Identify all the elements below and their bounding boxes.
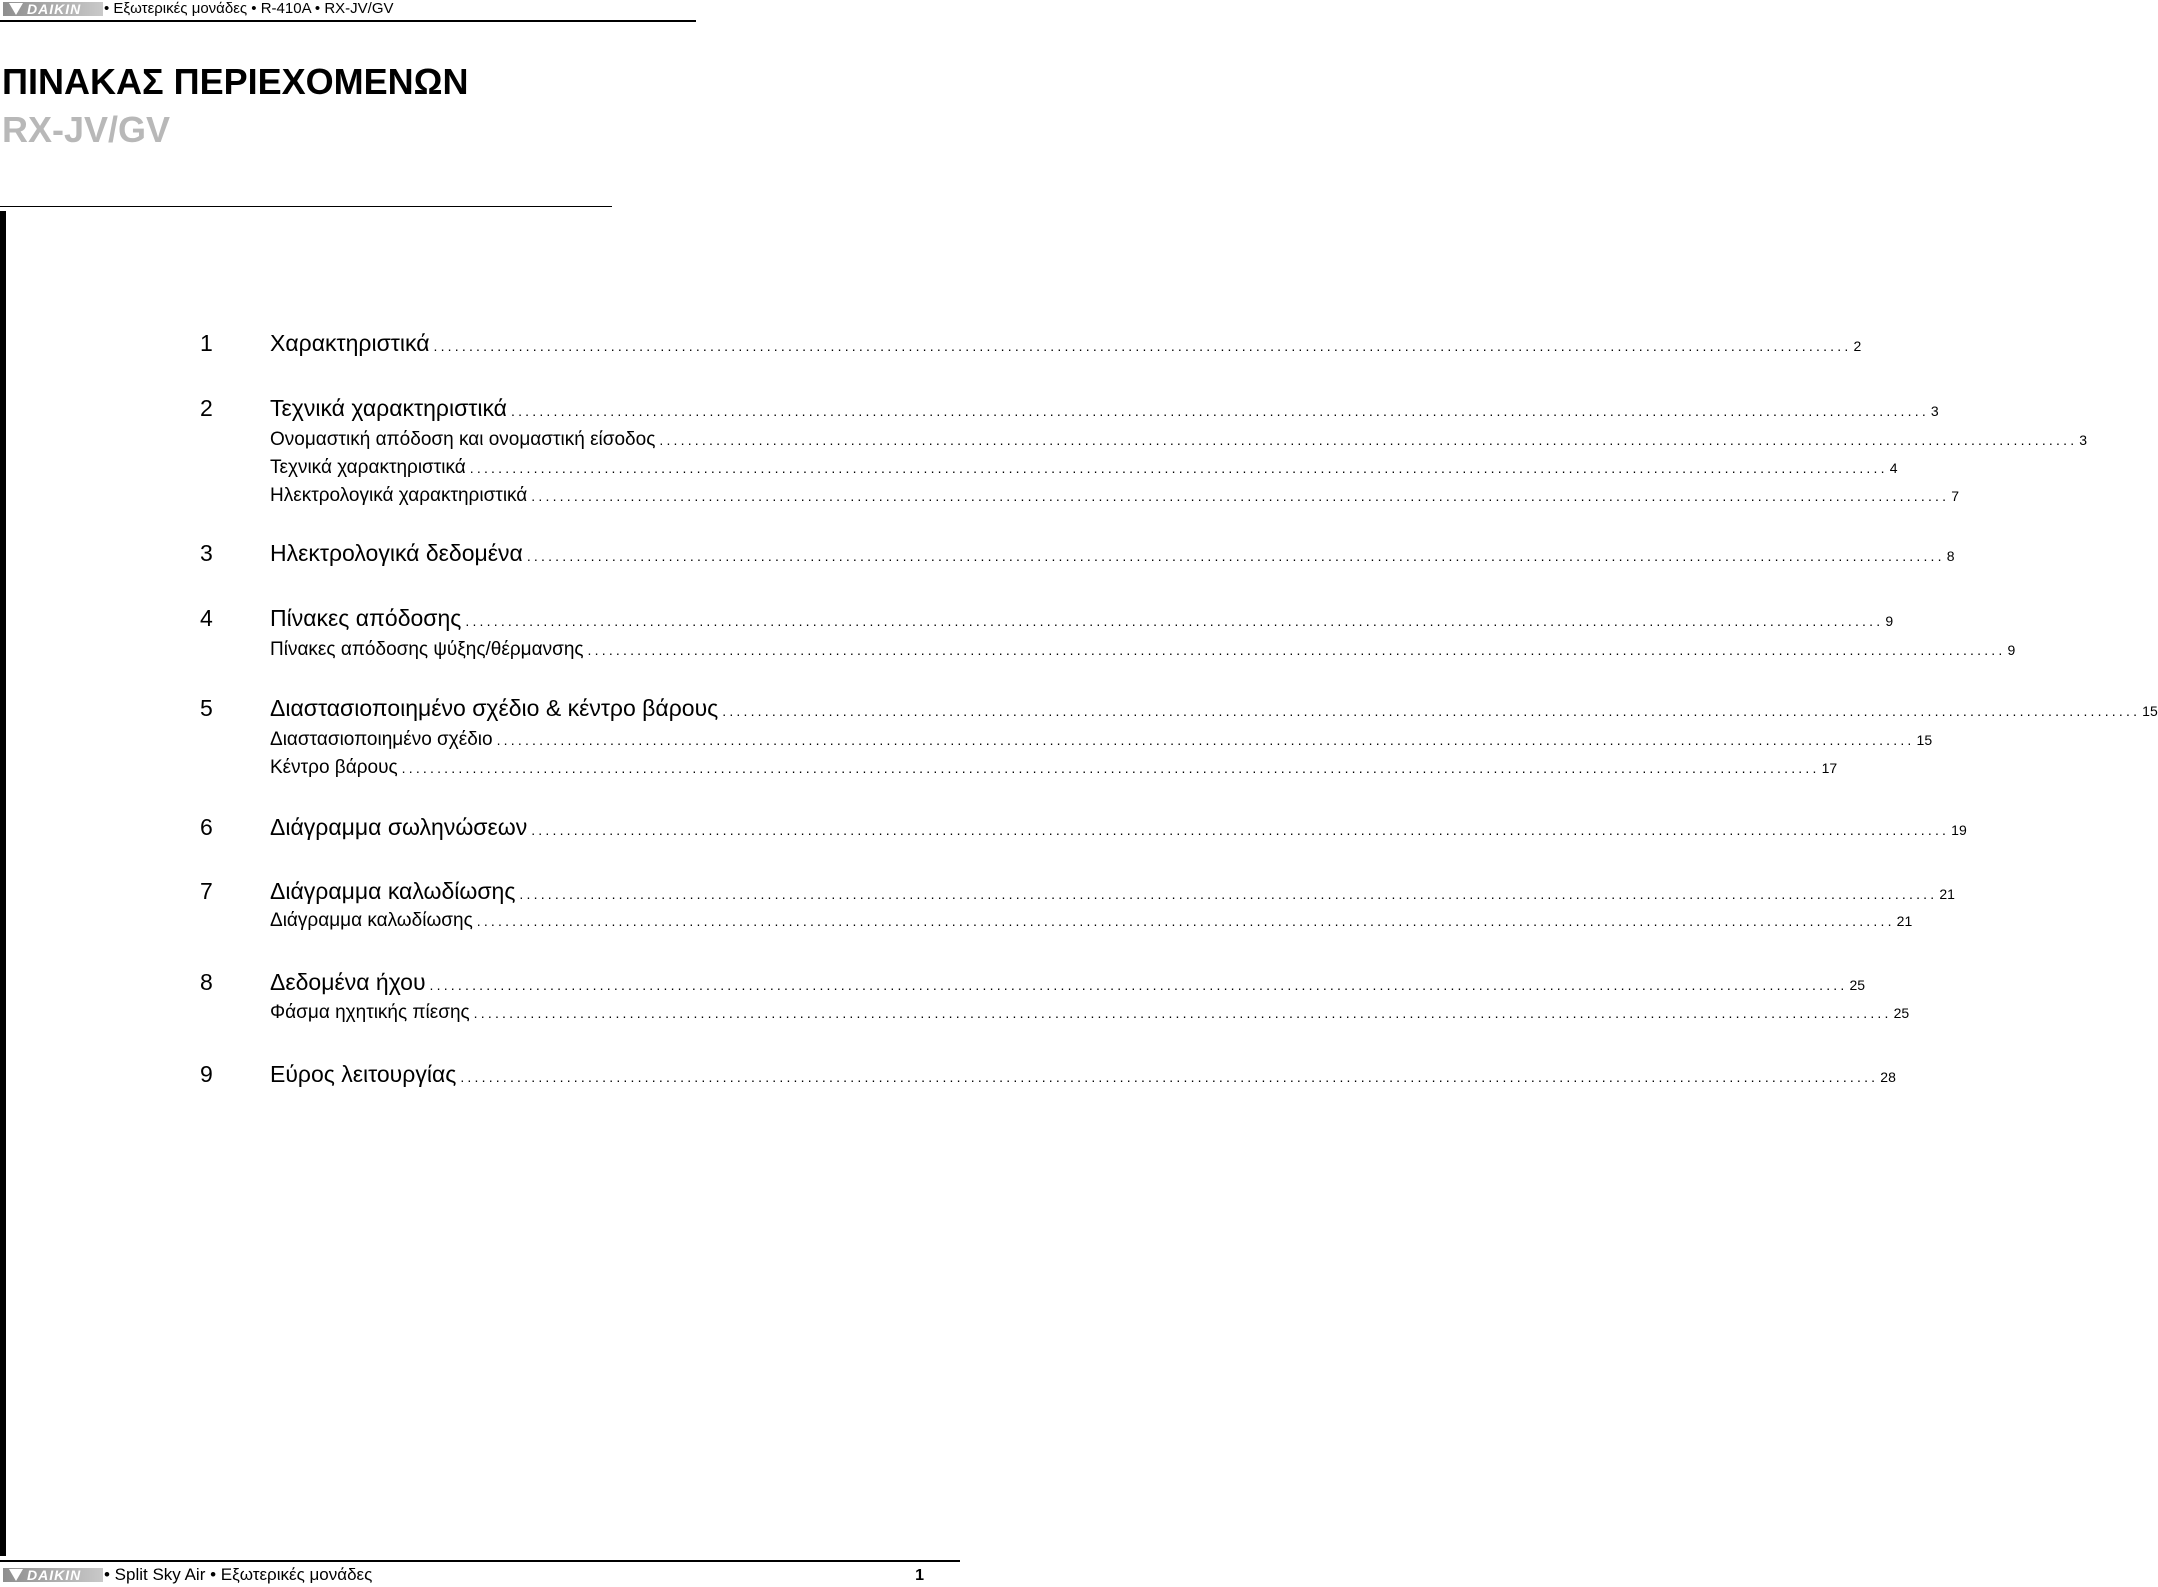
toc-leader-dots: ........................................................................................................................................................................................................	[473, 1005, 1892, 1021]
toc-page-number: 9	[1885, 613, 1894, 629]
toc-subentry[interactable]	[200, 455, 1898, 481]
toc-page-number: 4	[1889, 460, 1898, 476]
toc-leader-dots: ........................................................................................................................................................................................................	[722, 703, 2141, 719]
toc-subentry[interactable]	[200, 637, 2016, 663]
toc-entry-title: Πίνακες απόδοσης ψύξης/θέρμανσης	[270, 639, 584, 660]
toc-entry-title: Φάσμα ηχητικής πίεσης	[270, 1002, 470, 1023]
toc-entry-title: Διαστασιοποιημένο σχέδιο	[270, 729, 493, 750]
toc-page-number: 15	[2142, 703, 2158, 719]
toc-page-number: 21	[1939, 886, 1955, 902]
toc-section-number: 6	[200, 814, 213, 840]
toc-subentry[interactable]	[200, 1000, 1910, 1026]
toc-entry-title: Ηλεκτρολογικά δεδομένα	[270, 540, 523, 566]
toc-subentry[interactable]	[200, 427, 2088, 453]
toc-subentry[interactable]	[200, 483, 1960, 509]
toc-section-number: 4	[200, 605, 213, 631]
toc-entry-title: Ηλεκτρολογικά χαρακτηριστικά	[270, 485, 528, 506]
daikin-logo-text: DAIKIN	[27, 1567, 82, 1583]
toc-leader-dots: ........................................................................................................................................................................................................	[469, 460, 1888, 476]
toc-page-number: 3	[2079, 432, 2088, 448]
toc-page-number: 9	[2007, 642, 2016, 658]
toc-leader-dots: ........................................................................................................................................................................................................	[587, 642, 2006, 658]
title-divider	[0, 206, 612, 207]
toc-leader-dots: ........................................................................................................................................................................................................	[429, 977, 1848, 993]
toc-subentry[interactable]	[200, 727, 1933, 753]
toc-entry-title: Διάγραμμα καλωδίωσης	[270, 910, 473, 931]
toc-page-number: 15	[1916, 732, 1933, 748]
toc-section-number: 5	[200, 695, 213, 721]
toc-subentry[interactable]	[200, 755, 1838, 781]
toc-entry[interactable]	[200, 1059, 1896, 1092]
toc-section-number: 2	[200, 395, 213, 421]
footer-text: • Split Sky Air • Εξωτερικές μονάδες	[104, 1565, 373, 1584]
daikin-logo	[3, 1568, 103, 1582]
toc-entry-title: Δεδομένα ήχου	[270, 969, 426, 995]
toc-section-number: 8	[200, 969, 213, 995]
page-subtitle: RX-JV/GV	[2, 109, 171, 150]
toc-leader-dots: ........................................................................................................................................................................................................	[519, 886, 1938, 902]
footer-page-number: 1	[915, 1567, 924, 1584]
toc-leader-dots: ........................................................................................................................................................................................................	[465, 613, 1884, 629]
toc-entry-title: Πίνακες απόδοσης	[270, 605, 462, 631]
toc-entry-title: Διαστασιοποιημένο σχέδιο & κέντρο βάρους	[270, 695, 719, 721]
toc-leader-dots: ........................................................................................................................................................................................................	[433, 338, 1852, 354]
toc-page-number: 2	[1853, 338, 1862, 354]
header-text: • Εξωτερικές μονάδες • R-410A • RX-JV/GV	[104, 0, 394, 17]
toc-entry[interactable]	[200, 812, 1967, 845]
daikin-logo-mark-icon	[9, 1569, 23, 1581]
page-footer	[0, 1560, 960, 1587]
toc-entry-title: Κέντρο βάρους	[270, 757, 398, 778]
toc-entry-title: Διάγραμμα σωληνώσεων	[270, 814, 528, 840]
toc-leader-dots: ........................................................................................................................................................................................................	[496, 732, 1915, 748]
toc-leader-dots: ........................................................................................................................................................................................................	[526, 548, 1945, 564]
toc-page-number: 7	[1951, 488, 1960, 504]
page-title: ΠΙΝΑΚΑΣ ΠΕΡΙΕΧΟΜΕΝΩΝ	[2, 61, 469, 102]
toc-page-number: 3	[1930, 403, 1939, 419]
toc-leader-dots: ........................................................................................................................................................................................................	[401, 760, 1820, 776]
toc-section-number: 7	[200, 878, 213, 904]
toc-page-number: 19	[1951, 822, 1967, 838]
toc-entry-title: Διάγραμμα καλωδίωσης	[270, 878, 516, 904]
page-header	[0, 0, 696, 22]
daikin-logo-text: DAIKIN	[27, 1, 82, 17]
toc-leader-dots: ........................................................................................................................................................................................................	[460, 1069, 1879, 1085]
toc-entry[interactable]	[200, 693, 2158, 726]
toc-leader-dots: ........................................................................................................................................................................................................	[531, 822, 1950, 838]
toc-page-number: 25	[1893, 1005, 1910, 1021]
toc-entry[interactable]	[200, 876, 1955, 909]
toc-section-number: 9	[200, 1061, 213, 1087]
toc-entry[interactable]	[200, 967, 1866, 1000]
toc-page-number: 28	[1880, 1069, 1896, 1085]
toc-section-number: 1	[200, 330, 213, 356]
toc-entry-title: Τεχνικά χαρακτηριστικά	[270, 457, 466, 478]
toc-entry[interactable]	[200, 603, 1894, 636]
toc-leader-dots: ........................................................................................................................................................................................................	[659, 432, 2078, 448]
toc-entry[interactable]	[200, 538, 1955, 571]
toc-page-number: 21	[1896, 913, 1913, 929]
toc-entry-title: Εύρος λειτουργίας	[270, 1061, 457, 1087]
toc-section-number: 3	[200, 540, 213, 566]
toc-page-number: 8	[1946, 548, 1955, 564]
toc-subentry[interactable]	[200, 908, 1913, 934]
toc-leader-dots: ........................................................................................................................................................................................................	[531, 488, 1950, 504]
toc-page-number: 25	[1849, 977, 1866, 993]
toc-entry[interactable]	[200, 328, 1862, 361]
toc-leader-dots: ........................................................................................................................................................................................................	[510, 403, 1929, 419]
toc-page-number: 17	[1821, 760, 1838, 776]
toc-entry-title: Ονομαστική απόδοση και ονομαστική είσοδος	[270, 429, 656, 450]
left-margin-bar	[0, 211, 6, 1556]
toc-leader-dots: ........................................................................................................................................................................................................	[476, 913, 1895, 929]
toc-entry-title: Χαρακτηριστικά	[270, 330, 430, 356]
daikin-logo-mark-icon	[9, 3, 23, 15]
toc-entry-title: Τεχνικά χαρακτηριστικά	[270, 395, 507, 421]
toc-entry[interactable]	[200, 393, 1939, 426]
daikin-logo	[3, 2, 103, 16]
